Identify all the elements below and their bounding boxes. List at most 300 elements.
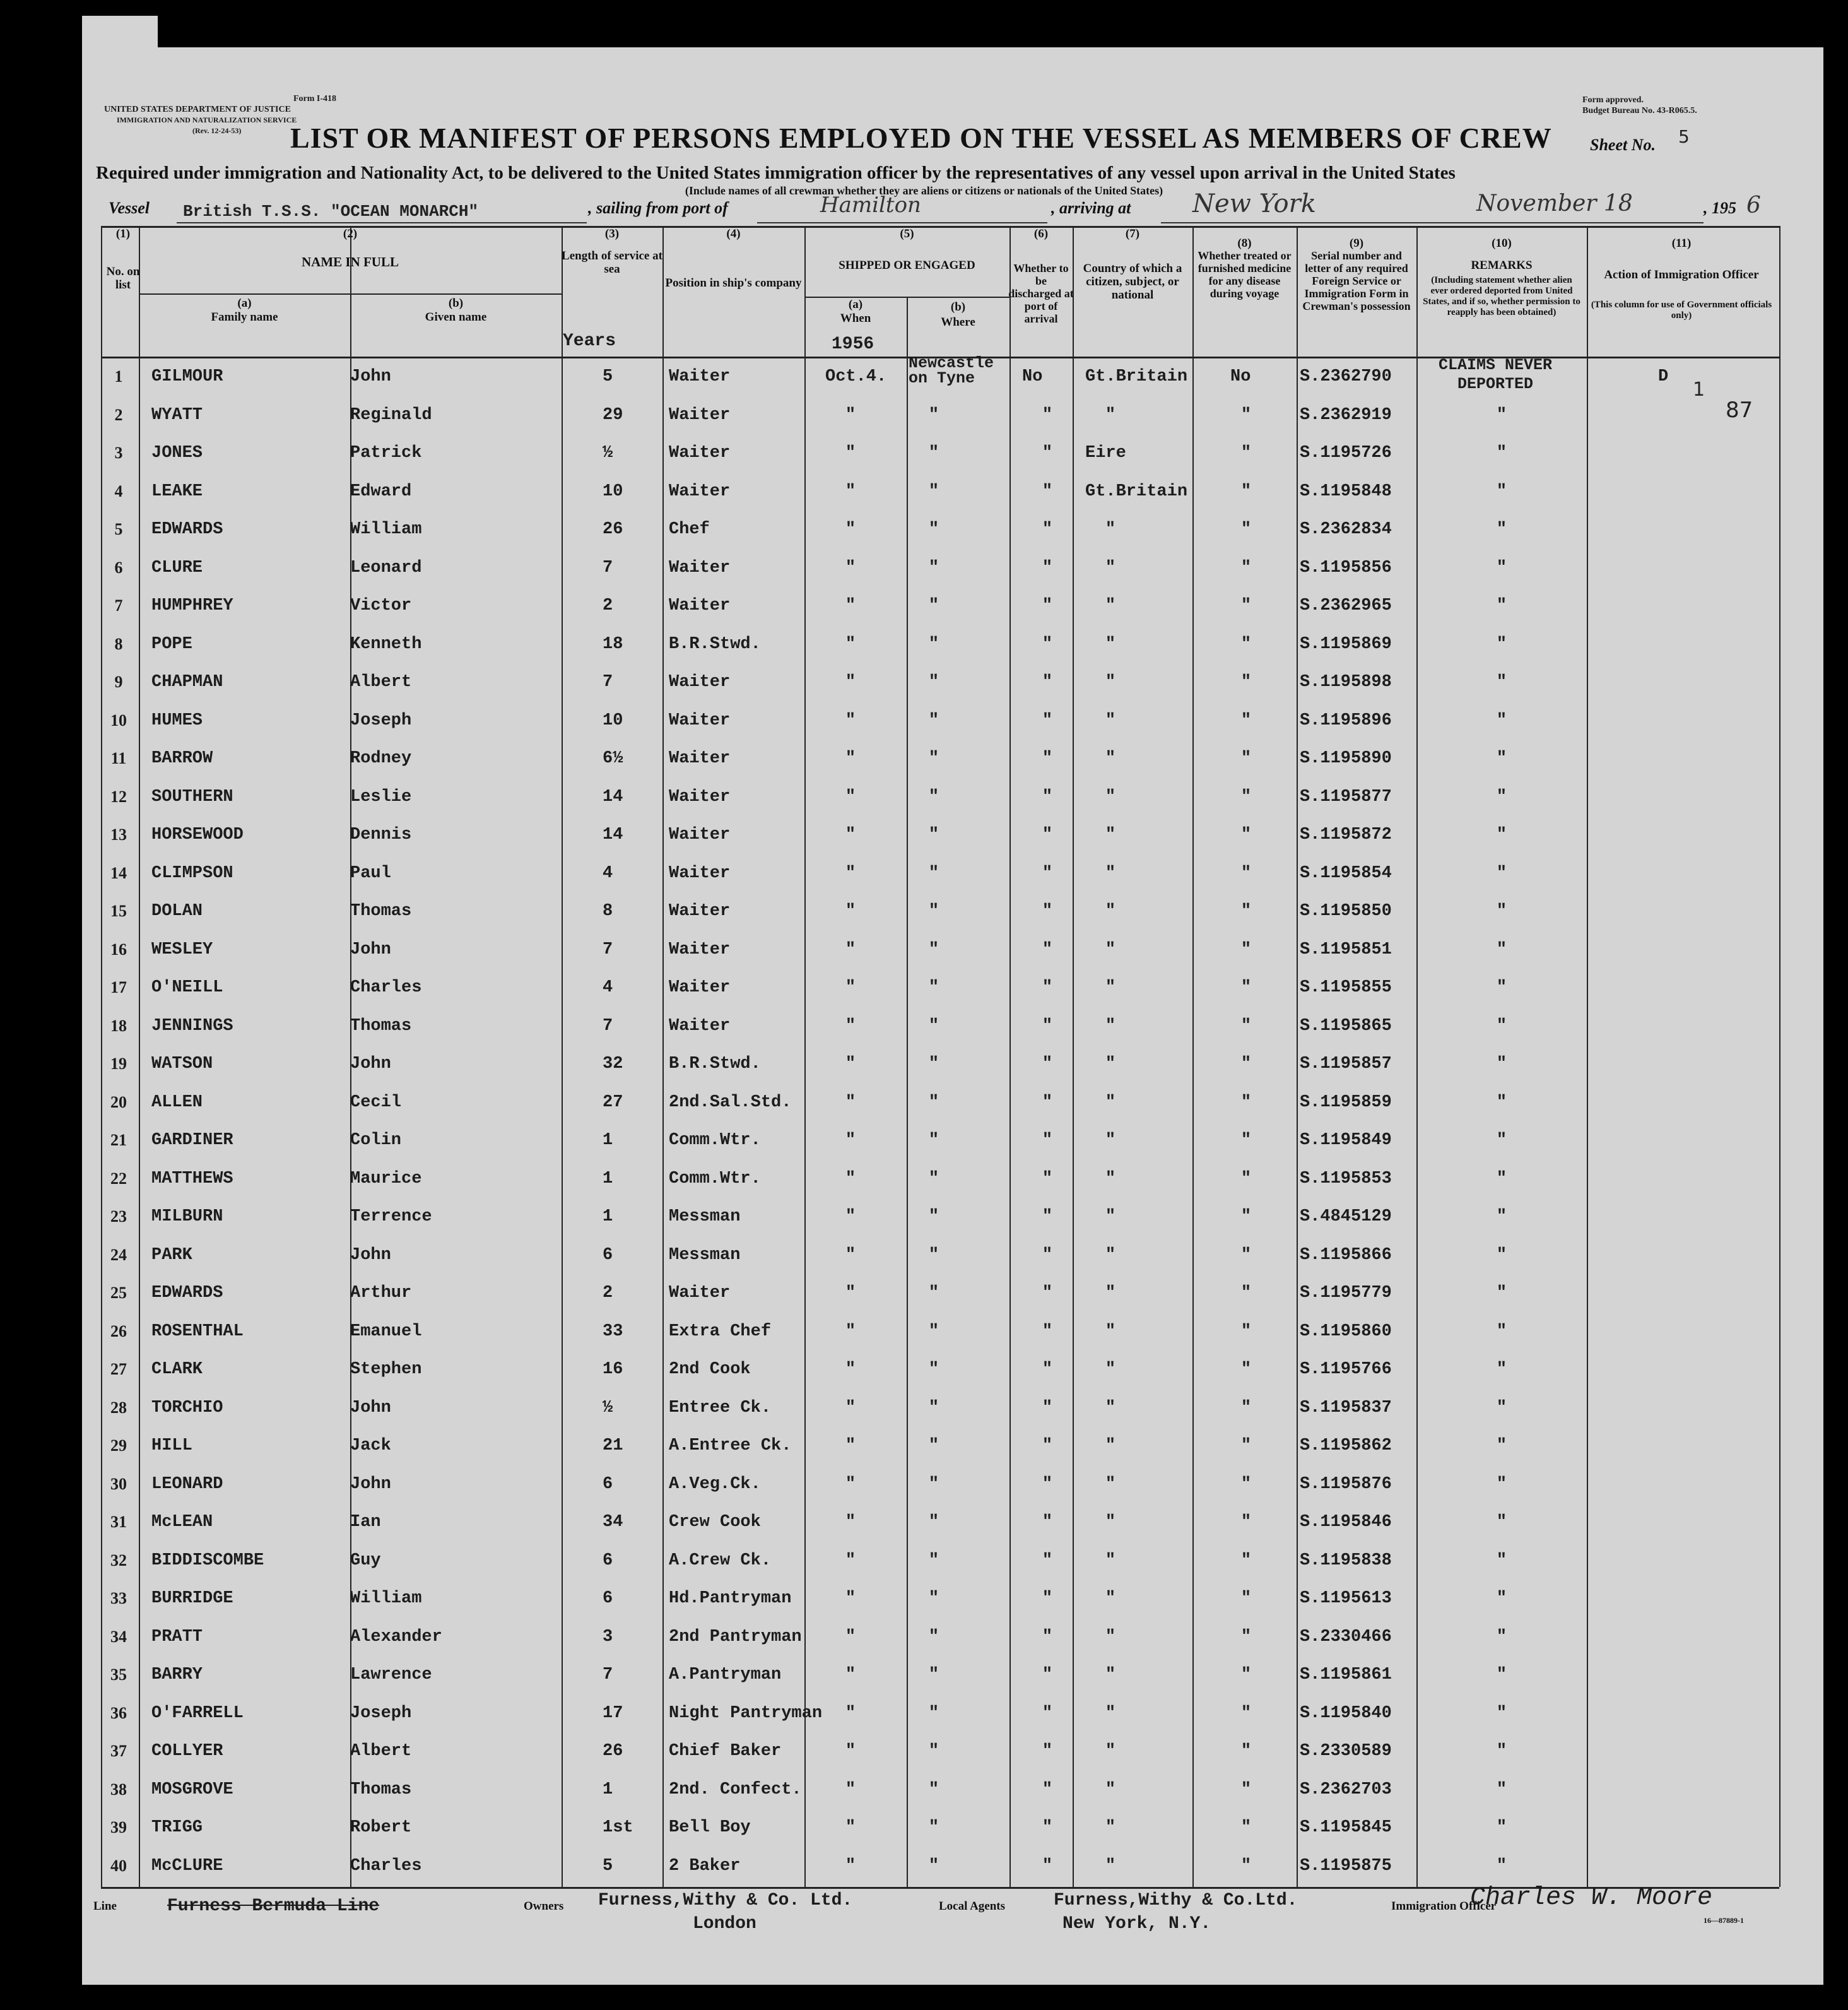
- shipped-where: ": [928, 825, 939, 844]
- country: ": [1105, 558, 1116, 577]
- serial-number: S.1195840: [1300, 1703, 1392, 1723]
- treated: ": [1240, 405, 1252, 425]
- table-row: [0, 665, 1848, 703]
- remarks: ": [1496, 1207, 1507, 1226]
- treated: ": [1240, 1589, 1252, 1608]
- shipped-when: ": [845, 1856, 856, 1876]
- vessel-underline: [177, 222, 587, 223]
- years-service: 6: [603, 1474, 613, 1494]
- remarks: ": [1496, 902, 1507, 921]
- family-name: LEAKE: [151, 482, 203, 501]
- position: Waiter: [669, 673, 731, 692]
- given-name: Guy: [350, 1551, 381, 1570]
- remarks: ": [1496, 444, 1507, 463]
- years-service: ½: [603, 1398, 613, 1417]
- shipped-where: ": [928, 596, 939, 615]
- manifest-title: LIST OR MANIFEST OF PERSONS EMPLOYED ON THE VESSEL AS MEMBERS OF CREW: [290, 122, 1552, 154]
- treated: ": [1240, 558, 1252, 577]
- discharged: ": [1042, 1131, 1053, 1150]
- position: A.Veg.Ck.: [669, 1474, 761, 1494]
- table-row: [0, 933, 1848, 971]
- row-number: 40: [110, 1856, 127, 1875]
- family-name: O'FARRELL: [151, 1703, 244, 1723]
- col-when-year: 1956: [832, 334, 874, 354]
- row-number: 16: [110, 940, 127, 959]
- table-row: [0, 1047, 1848, 1085]
- col9-number: (9): [1349, 237, 1364, 250]
- position: Waiter: [669, 1016, 731, 1036]
- sheet-number: 5: [1678, 126, 1690, 147]
- position: Waiter: [669, 444, 731, 463]
- family-name: POPE: [151, 634, 192, 654]
- row-number: 34: [110, 1627, 127, 1646]
- margin-note: 87: [1726, 398, 1753, 423]
- shipped-where: ": [928, 444, 939, 463]
- include-note: (Include names of all crewman whether they are aliens or citizens or nationals of the United States): [685, 184, 1163, 197]
- col-position: Position in ship's company: [665, 276, 802, 290]
- discharged: ": [1042, 596, 1053, 615]
- given-name: William: [350, 520, 422, 539]
- shipped-when: ": [845, 1742, 856, 1761]
- position: Entree Ck.: [669, 1398, 772, 1417]
- years-service: 16: [603, 1360, 623, 1379]
- years-service: 4: [603, 978, 613, 997]
- table-row: [0, 1315, 1848, 1352]
- shipped-when: Oct.4.: [825, 367, 887, 386]
- family-name: MILBURN: [151, 1207, 223, 1226]
- family-name: GARDINER: [151, 1131, 233, 1150]
- shipped-where: ": [928, 1169, 939, 1188]
- position: Waiter: [669, 902, 731, 921]
- serial-number: S.1195726: [1300, 444, 1392, 463]
- years-service: 26: [603, 1742, 623, 1761]
- position: Waiter: [669, 749, 731, 768]
- arriving-label: , arriving at: [1051, 199, 1131, 217]
- discharged: ": [1042, 1092, 1053, 1112]
- family-name: WATSON: [151, 1055, 213, 1073]
- position: B.R.Stwd.: [669, 1055, 761, 1073]
- position: 2nd Pantryman: [669, 1627, 802, 1646]
- family-name: BIDDISCOMBE: [151, 1551, 264, 1570]
- position: B.R.Stwd.: [669, 634, 761, 654]
- shipped-where: ": [928, 1513, 939, 1532]
- col-shipped: SHIPPED OR ENGAGED: [839, 259, 975, 272]
- country: ": [1105, 1703, 1116, 1723]
- form-header-right: [1582, 95, 1697, 116]
- shipped-when: ": [845, 1818, 856, 1837]
- position: Waiter: [669, 405, 731, 425]
- country: ": [1105, 711, 1116, 730]
- discharged: ": [1042, 1665, 1053, 1684]
- year-digit: 6: [1746, 192, 1761, 218]
- family-name: PRATT: [151, 1627, 203, 1646]
- country: ": [1105, 1284, 1116, 1303]
- remarks: ": [1496, 940, 1507, 959]
- serial-number: S.2362790: [1300, 367, 1392, 386]
- treated: ": [1240, 1551, 1252, 1570]
- serial-number: S.1195613: [1300, 1589, 1392, 1608]
- shipped-when: ": [845, 558, 856, 577]
- remarks: ": [1496, 1092, 1507, 1112]
- given-name: Leonard: [350, 558, 422, 577]
- shipped-where: ": [928, 1551, 939, 1570]
- col1-number: (1): [115, 227, 131, 240]
- given-name: John: [350, 1245, 391, 1265]
- serial-number: S.2362919: [1300, 405, 1392, 425]
- serial-number: S.1195865: [1300, 1016, 1392, 1036]
- given-name: Cecil: [350, 1092, 402, 1112]
- given-name: Patrick: [350, 444, 422, 463]
- country: ": [1105, 1131, 1116, 1150]
- shipped-where: ": [928, 1284, 939, 1303]
- family-name: McCLURE: [151, 1856, 223, 1876]
- discharged: ": [1042, 902, 1053, 921]
- discharged: ": [1042, 1856, 1053, 1876]
- serial-number: S.1195876: [1300, 1474, 1392, 1494]
- sailing-port: Hamilton: [820, 192, 921, 218]
- row-number: 14: [110, 863, 127, 882]
- remarks: ": [1496, 1398, 1507, 1417]
- years-service: 7: [603, 673, 613, 692]
- treated: ": [1240, 1360, 1252, 1379]
- shipped-when: ": [845, 1589, 856, 1608]
- discharged: ": [1042, 1055, 1053, 1073]
- row-number: 7: [114, 596, 123, 615]
- table-row: [0, 1162, 1848, 1200]
- discharged: ": [1042, 1245, 1053, 1265]
- shipped-where: ": [928, 482, 939, 501]
- col6-number: (6): [1033, 227, 1049, 240]
- treated: ": [1240, 673, 1252, 692]
- country: ": [1105, 520, 1116, 539]
- table-row: [0, 1009, 1848, 1047]
- country: ": [1105, 1436, 1116, 1455]
- years-service: 34: [603, 1513, 623, 1532]
- row-number: 28: [110, 1398, 127, 1417]
- table-row: [0, 1620, 1848, 1658]
- agents-city: New York, N.Y.: [1062, 1914, 1211, 1934]
- country: Gt.Britain: [1085, 367, 1188, 386]
- position: Waiter: [669, 596, 731, 615]
- discharged: ": [1042, 825, 1053, 844]
- col-remarks: REMARKS: [1471, 259, 1533, 272]
- remarks: ": [1496, 1474, 1507, 1494]
- years-service: 7: [603, 940, 613, 959]
- remarks: ": [1496, 1284, 1507, 1303]
- action: D: [1658, 367, 1669, 386]
- treated: ": [1240, 1780, 1252, 1799]
- position: 2nd. Confect.: [669, 1780, 802, 1799]
- years-service: 1: [603, 1131, 613, 1150]
- discharged: ": [1042, 520, 1053, 539]
- serial-number: S.2330466: [1300, 1627, 1392, 1646]
- serial-number: S.1195859: [1300, 1092, 1392, 1112]
- table-row: [0, 894, 1848, 932]
- country: Gt.Britain: [1085, 482, 1188, 501]
- col-where-letter: (b): [950, 300, 966, 314]
- table-row: [0, 475, 1848, 512]
- serial-number: S.1195850: [1300, 902, 1392, 921]
- country: ": [1105, 1856, 1116, 1876]
- treated: ": [1240, 1818, 1252, 1837]
- family-name: McLEAN: [151, 1513, 213, 1532]
- country: ": [1105, 1551, 1116, 1570]
- remarks: ": [1496, 1360, 1507, 1379]
- years-service: 1st: [603, 1818, 633, 1837]
- table-row: [0, 627, 1848, 665]
- position: Bell Boy: [669, 1818, 751, 1837]
- table-row: [0, 971, 1848, 1008]
- table-row: [0, 354, 1848, 398]
- remarks: ": [1496, 1780, 1507, 1799]
- discharged: ": [1042, 405, 1053, 425]
- vessel-label: Vessel: [109, 199, 150, 217]
- table-row: [0, 1238, 1848, 1276]
- years-service: 5: [603, 367, 613, 386]
- shipped-when: ": [845, 1551, 856, 1570]
- serial-number: S.1195855: [1300, 978, 1392, 997]
- remarks: ": [1496, 1665, 1507, 1684]
- remarks: ": [1496, 749, 1507, 768]
- table-row: [0, 1467, 1848, 1505]
- row-number: 30: [110, 1474, 127, 1493]
- treated: ": [1240, 1742, 1252, 1761]
- family-name: DOLAN: [151, 902, 203, 921]
- col-treated: Whether treated or furnished medicine for any disease during voyage: [1198, 249, 1292, 300]
- position: Night Pantryman: [669, 1703, 823, 1723]
- family-name: CLURE: [151, 558, 203, 577]
- table-row: [0, 1123, 1848, 1161]
- family-name: SOUTHERN: [151, 787, 233, 807]
- agents-label: Local Agents: [939, 1900, 1006, 1913]
- arriving-underline: [1161, 222, 1704, 223]
- treated: ": [1240, 1207, 1252, 1226]
- given-name: Thomas: [350, 902, 412, 921]
- treated: ": [1240, 1245, 1252, 1265]
- shipped-when: ": [845, 1016, 856, 1036]
- col-length: Length of service at sea: [562, 249, 662, 276]
- serial-number: S.1195877: [1300, 787, 1392, 807]
- country: ": [1105, 634, 1116, 654]
- discharged: ": [1042, 711, 1053, 730]
- family-name: ALLEN: [151, 1092, 203, 1112]
- shipped-when: ": [845, 1055, 856, 1073]
- remarks: ": [1496, 520, 1507, 539]
- discharged: ": [1042, 1589, 1053, 1608]
- row-number: 38: [110, 1780, 127, 1799]
- row-number: 35: [110, 1665, 127, 1684]
- table-row: [0, 589, 1848, 627]
- years-service: 32: [603, 1055, 623, 1073]
- given-name: Paul: [350, 863, 391, 883]
- country: ": [1105, 1627, 1116, 1646]
- family-name: CLARK: [151, 1360, 203, 1379]
- shipped-when: ": [845, 1284, 856, 1303]
- country: ": [1105, 902, 1116, 921]
- row-number: 23: [110, 1207, 127, 1226]
- family-name: PARK: [151, 1245, 192, 1265]
- country: ": [1105, 1589, 1116, 1608]
- position: 2nd Cook: [669, 1360, 751, 1379]
- remarks: CLAIMS NEVER DEPORTED: [1438, 356, 1553, 393]
- discharged: ": [1042, 1398, 1053, 1417]
- years-service: 6½: [603, 749, 623, 768]
- years-service: 1: [603, 1780, 613, 1799]
- row-number: 1: [114, 367, 123, 386]
- table-row: [0, 1085, 1848, 1123]
- given-name: Dennis: [350, 825, 412, 844]
- remarks: ": [1496, 1131, 1507, 1150]
- shipped-when: ": [845, 520, 856, 539]
- row-number: 3: [114, 444, 123, 462]
- position: Waiter: [669, 482, 731, 501]
- row-number: 24: [110, 1245, 127, 1264]
- col-name-in-full: NAME IN FULL: [301, 254, 399, 269]
- family-name: BARROW: [151, 749, 213, 768]
- table-row: [0, 1276, 1848, 1314]
- position: Waiter: [669, 558, 731, 577]
- row-number: 37: [110, 1742, 127, 1760]
- discharged: ": [1042, 1207, 1053, 1226]
- given-name: Terrence: [350, 1207, 432, 1226]
- table-row: [0, 704, 1848, 742]
- given-name: Thomas: [350, 1016, 412, 1036]
- remarks: ": [1496, 405, 1507, 425]
- table-row: [0, 1696, 1848, 1734]
- shipped-where: ": [928, 1245, 939, 1265]
- years-service: 1: [603, 1207, 613, 1226]
- table-row: [0, 742, 1848, 779]
- position: Chef: [669, 520, 710, 539]
- serial-number: S.1195779: [1300, 1284, 1392, 1303]
- serial-number: S.1195849: [1300, 1131, 1392, 1150]
- shipped-where: ": [928, 634, 939, 654]
- col5-number: (5): [900, 227, 914, 240]
- row-number: 6: [114, 558, 123, 577]
- years-service: 33: [603, 1321, 623, 1341]
- position: Hd.Pantryman: [669, 1589, 792, 1608]
- row-number: 27: [110, 1360, 127, 1378]
- row-number: 8: [114, 634, 123, 653]
- remarks: ": [1496, 1703, 1507, 1723]
- years-service: 17: [603, 1703, 623, 1723]
- country: ": [1105, 673, 1116, 692]
- shipped-where: ": [928, 902, 939, 921]
- row-number: 36: [110, 1703, 127, 1722]
- position: Waiter: [669, 787, 731, 807]
- family-name: BURRIDGE: [151, 1589, 233, 1608]
- treated: No: [1230, 367, 1251, 386]
- col4-number: (4): [726, 227, 741, 240]
- shipped-where: ": [928, 1016, 939, 1036]
- position: A.Entree Ck.: [669, 1436, 792, 1455]
- country: ": [1105, 1321, 1116, 1341]
- years-service: 2: [603, 1284, 613, 1303]
- table-row: [0, 1811, 1848, 1848]
- serial-number: S.1195861: [1300, 1665, 1392, 1684]
- table-row: [0, 1849, 1848, 1887]
- treated: ": [1240, 902, 1252, 921]
- serial-number: S.1195875: [1300, 1856, 1392, 1876]
- family-name: BARRY: [151, 1665, 203, 1684]
- remarks: ": [1496, 1818, 1507, 1837]
- serial-number: S.4845129: [1300, 1207, 1392, 1226]
- family-name: ROSENTHAL: [151, 1321, 244, 1341]
- table-row: [0, 1505, 1848, 1543]
- serial-number: S.1195837: [1300, 1398, 1392, 1417]
- department-name: UNITED STATES DEPARTMENT OF JUSTICE: [104, 105, 291, 114]
- treated: ": [1240, 1321, 1252, 1341]
- remarks: ": [1496, 863, 1507, 883]
- position: Waiter: [669, 940, 731, 959]
- col3-number: (3): [604, 227, 620, 240]
- serial-number: S.1195860: [1300, 1321, 1392, 1341]
- years-service: 3: [603, 1627, 613, 1646]
- years-service: ½: [603, 444, 613, 463]
- col-years-unit: Years: [563, 331, 616, 351]
- shipped-when: ": [845, 1703, 856, 1723]
- discharged: ": [1042, 1360, 1053, 1379]
- discharged: ": [1042, 1284, 1053, 1303]
- table-row: [0, 1658, 1848, 1696]
- treated: ": [1240, 1703, 1252, 1723]
- remarks: ": [1496, 1551, 1507, 1570]
- serial-number: S.1195857: [1300, 1055, 1392, 1073]
- family-name: HILL: [151, 1436, 192, 1455]
- country: ": [1105, 1742, 1116, 1761]
- shipped-when: ": [845, 1627, 856, 1646]
- country: ": [1105, 1016, 1116, 1036]
- position: Extra Chef: [669, 1321, 772, 1341]
- years-service: 7: [603, 1016, 613, 1036]
- position: Messman: [669, 1207, 741, 1226]
- years-service: 7: [603, 1665, 613, 1684]
- shipped-where: Newcastle on Tyne: [909, 354, 994, 387]
- country: ": [1105, 1474, 1116, 1494]
- given-name: Albert: [350, 673, 412, 692]
- shipped-where: ": [928, 1665, 939, 1684]
- years-service: 6: [603, 1589, 613, 1608]
- col-family-name: Family name: [211, 310, 278, 324]
- position: Waiter: [669, 1284, 731, 1303]
- given-name: Emanuel: [350, 1321, 422, 1341]
- treated: ": [1240, 1627, 1252, 1646]
- table-row: [0, 1200, 1848, 1238]
- discharged: ": [1042, 1016, 1053, 1036]
- family-name: JENNINGS: [151, 1016, 233, 1036]
- treated: ": [1240, 825, 1252, 844]
- given-name: Edward: [350, 482, 412, 501]
- discharged: ": [1042, 1627, 1053, 1646]
- family-name: TORCHIO: [151, 1398, 223, 1417]
- discharged: ": [1042, 940, 1053, 959]
- years-service: 27: [603, 1092, 623, 1112]
- col2-number: (2): [343, 227, 358, 240]
- shipped-where: ": [928, 863, 939, 883]
- remarks: ": [1496, 1513, 1507, 1532]
- service-name: IMMIGRATION AND NATURALIZATION SERVICE: [117, 115, 297, 124]
- shipped-where: ": [928, 1436, 939, 1455]
- given-name: Robert: [350, 1818, 412, 1837]
- family-name: MATTHEWS: [151, 1169, 233, 1188]
- country: ": [1105, 863, 1116, 883]
- shipped-when: ": [845, 1169, 856, 1188]
- serial-number: S.1195872: [1300, 825, 1392, 844]
- family-name: HUMPHREY: [151, 596, 233, 615]
- family-name: O'NEILL: [151, 978, 223, 997]
- treated: ": [1240, 1016, 1252, 1036]
- serial-number: S.1195890: [1300, 749, 1392, 768]
